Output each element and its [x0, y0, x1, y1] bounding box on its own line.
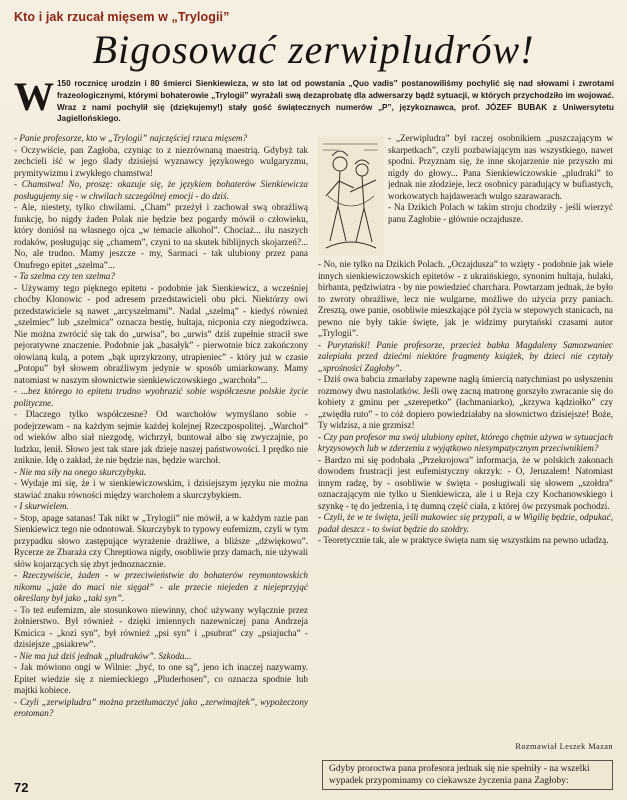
paragraph: - Ale, niestety, tylko chwilami. „Cham” przeżył i zachował swą obraźliwą funkcję, bo nigdy żaden Polak nie będzie bez pogardy mówił o człowieku, który doniósł na własnego ojca „w temacie alkohol”. Chociaż... ilu naszych rodaków, posługując się „chamem”, czyni to na skutek biblijnych skojarzeń?... No, ale trudno. Mamy jeszcze - my, Sarmaci - tak ulubiony przez pana Onufrego epitet „szelma”... [14, 202, 308, 270]
right-column [318, 259, 613, 739]
paragraph: - Nie ma już dziś jednak „pludraków”. Szkoda... [14, 650, 192, 661]
author-credit: Rozmawiał Leszek Mazan [515, 742, 613, 751]
paragraph: - Czyli „zerwipludra” można przetłumaczyć jako „zerwimajtek”, wypożeczony erotoman? [14, 696, 308, 718]
section-kicker: Kto i jak rzucał mięsem w „Trylogii” [14, 10, 230, 24]
paragraph: - Ta szelma czy ten szelma? [14, 271, 115, 281]
article-lead [14, 78, 614, 138]
paragraph: - Teoretycznie tak, ale w praktyce święta nam się wszystkim na pewno udadzą. [318, 535, 609, 545]
paragraph: - Chamstwa! No, proszę: okazuje się, że językiem bohaterów Sienkiewicza posługujemy się - w chwilach szczególnej emocji - do dziś. [14, 179, 308, 201]
paragraph: - Dlaczego tylko współczesne? Od warchołów wymyślano sobie - podejrzewam - na każdym sejmie każdej kolejnej Rzeczpospolitej. „Warchoł” od wieków albo siał niezgodę, wichrzył, buntował albo się zwyczajnie, po ludzku, lenił. Słowo jest tak stare jak dzieje naszej państwowości. I prędko nie zniknie. Idę o zakład, że nie będzie nas, będzie warchoł. [14, 409, 308, 465]
page-number: 72 [14, 780, 29, 795]
paragraph: - Stop, apage satanas! Tak nikt w „Trylogii” nie mówił, a w każdym razie pan Sienkiewicz tego nie odnotował. Skurczybyk to typowy eufemizm, czyli w tym przypadku słowo zastępujące wyrażenie drażliwe, a bliższe „dźwiękowo”. Rycerze ze Zbaraża czy Chreptiowa nigdy, osobliwie przy damach, nie używali słów kojarzących się zbyt jednoznacznie. [14, 512, 308, 569]
paragraph: - Panie profesorze, kto w „Trylogii” najczęściej rzuca mięsem? [14, 133, 248, 143]
paragraph: - Wydaje mi się, że i w sienkiewiczowskim, i dzisiejszym języku nie można stawiać znaku równości między warchołem a skurczybykiem. [14, 478, 308, 500]
paragraph: - Nie ma siły na onego skurczybyka. [14, 466, 147, 477]
paragraph: - No, nie tylko na Dzikich Polach. „Oczajdusza” to wzięty - podobnie jak wiele innych sienkiewiczowskich epitetów - z ukraińskiego, synonim hultaja, hulaki, birbanta, pędziwiatra - by nie powiedzieć charchara. Powtarzam jednak, że było to zwroty obraźliwe, lecz nie wulgarne, możliwe do użycia przy paniach. Zresztą, owe panie, osobliwie mieszkające pół życia w stepowych stanicach, na pewno nie były takie święte, jak je widzimy purytański czasami autor „Trylogii”. [318, 259, 613, 338]
paragraph: - „Zerwipludra” był raczej osobnikiem „puszczającym w skarpetkach”, czyli pozbawiającym nas wszystkiego, nawet spodni. Przyznam się, że inne skojarzenie nie przyszło mi nigdy do głowy... Pana Sienkiewiczowskie „pludraki” to jednak nie złodzieje, lecz osobnicy paradujący w bufiastych, workowatych hajdawerach wulgo szarawarach. [388, 133, 613, 201]
paragraph: - Używamy tego pięknego epitetu - podobnie jak Sienkiewicz, a wcześniej choćby Klonowic - pod adresem przedstawicieli obu płci. Niektórzy owi przedstawiciele są nawet „arcyszelmami”. Nadal „szelmą” - kiedyś również „szelmiec” lub „szelmica” oznacza bestię, hultaja, nicponia czy niegodziwca. Nie można zwrócić się tak do „urwisa”, bo „urwis” dziś zupełnie stracił swe pejoratywne znaczenie. Podobnie jak „basałyk” - pierwotnie bicz zakończony ołowianą kulą, a potem „bąk uprzykrzony, utrapieniec” - który już w czasie „Potopu” był słowem obraźliwym jedynie w sposób umiarkowany. Mamy natomiast w naszym słownictwie sienkiewiczowskiego „warchoła”... [14, 282, 308, 385]
article-title: Bigosować zerwipludrów! [92, 27, 535, 72]
paragraph: - Czyli, że w te święta, jeśli makowiec się przypali, a w Wigilię będzie, odpukać, padał deszcz - to świat będzie do szołdry. [318, 512, 613, 534]
sidebar-box [322, 760, 613, 790]
paragraph: - To też eufemizm, ale stosunkowo niewinny, choć używany wyłącznie przez żołnierstwo. Był również - dzięki imiennych nazewniczej pana Andrzeja Kmicica - „kozi syn”, był również „psi syn” i „psubrat” czy „psiajucha” - dzisiejsze „psiakrew”. [14, 604, 308, 649]
sidebar-box-text: Gdyby proroctwa pana profesora jednak się nie spełniły - na wszelki wypadek przypominamy co ciekawsze życzenia pana Zagłoby: [329, 764, 590, 786]
paragraph: - Na Dzikich Polach w takim stroju chodziły - jeśli wierzyć panu Zagłobie - głównie oczajdusze. [388, 202, 613, 224]
lead-text: 150 rocznicę urodzin i 80 śmierci Sienkiewicza, w sto lat od powstania „Quo vadis” postanowiliśmy pochylić się nad słowami i zwrotami frazeologicznymi, którymi bohaterowie „Trylogii” wyrażali swą dezaprobatę dla adwersarzy bądź sytuacji, w których przychodziło im wojować. Wraz z nami pochylił się (dziękujemy!) stały gość świątecznych numerów „P”, językoznawca, prof. JÓZEF BUBAK z Uniwersytetu Jagiellońskiego. [57, 79, 614, 124]
paragraph: - I skurwielem. [14, 501, 69, 511]
paragraph: - ...bez którego to epitetu trudno wyobrazić sobie współczesne polskie życie polityczne. [14, 386, 308, 408]
paragraph: - Oczywiście, pan Zagłoba, czyniąc to z niezrównaną maestrią. Gdybyż tak zechcieli iść w jego ślady dzisiejsi wyznawcy językowego wulgaryzmu, prymitywizmu i zwykłego chamstwa! [14, 144, 308, 178]
paragraph: - Rzeczywiście, żaden - w przeciwieństwie do bohaterów reymontowskich nikomu „jaże do maci nie sięgał” - ale przecie niejeden z niejeprzyjąć określany był jako „taki syn”. [14, 570, 308, 603]
engraving-illustration-icon [318, 136, 384, 256]
drop-cap: W [14, 78, 54, 119]
paragraph: - Dziś owa babcia zmarłaby zapewne nagłą śmiercią natychmiast po usłyszeniu rozmowy dwu nastolatków. Jeśli owę zacną matronę gorszyło zwracanie się do kobiety z gminu per „szerepetko” (łachmaniarko), „krzywa kądziołko” czy „zwiędła ruto” - to cóż dopiero powiedziałaby na słownictwo dzisiejsze! Boże, Ty widzisz, a nie grzmisz! [318, 374, 613, 430]
left-column [14, 133, 308, 780]
paragraph: - Purytański! Panie profesorze, przecież babka Magdaleny Samozwaniec zalepiała przed dziećmi niektóre fragmenty książek, by dzieci nie czytały „sprośności Zagłoby”. [318, 339, 613, 373]
paragraph: - Jak mówiono ongi w Wilnie: „być, to one są”, jeno ich inaczej nazywamy. Epitet wiedzie się z niemieckiego „Pluderhosen”, co oznacza spodnie lub majtki kobiece. [14, 662, 308, 695]
right-top-column [388, 133, 613, 263]
paragraph: - Bardzo mi się podobała „Przekrojowa” informacja, że w polskich zakonach dowodem frustracji jest eufemistyczny okrzyk: - O, Jeruzalem! Natomiast innym radzę, by - osobliwie w święta - posługiwali się słowem „szołdra” oznaczającym nie tylko u Sienkiewicza, ale i u Reja czy Kochanowskiego i szynkę - tę do jedzenia, i tę dumną część ciała, z której ów przysmak pochodzi. [318, 454, 613, 511]
paragraph: - Czy pan profesor ma swój ulubiony epitet, którego chętnie używa w sytuacjach kryzysowych lub w zderzeniu z wyjątkowo niesympatycznym przeciwnikiem? [318, 431, 613, 453]
